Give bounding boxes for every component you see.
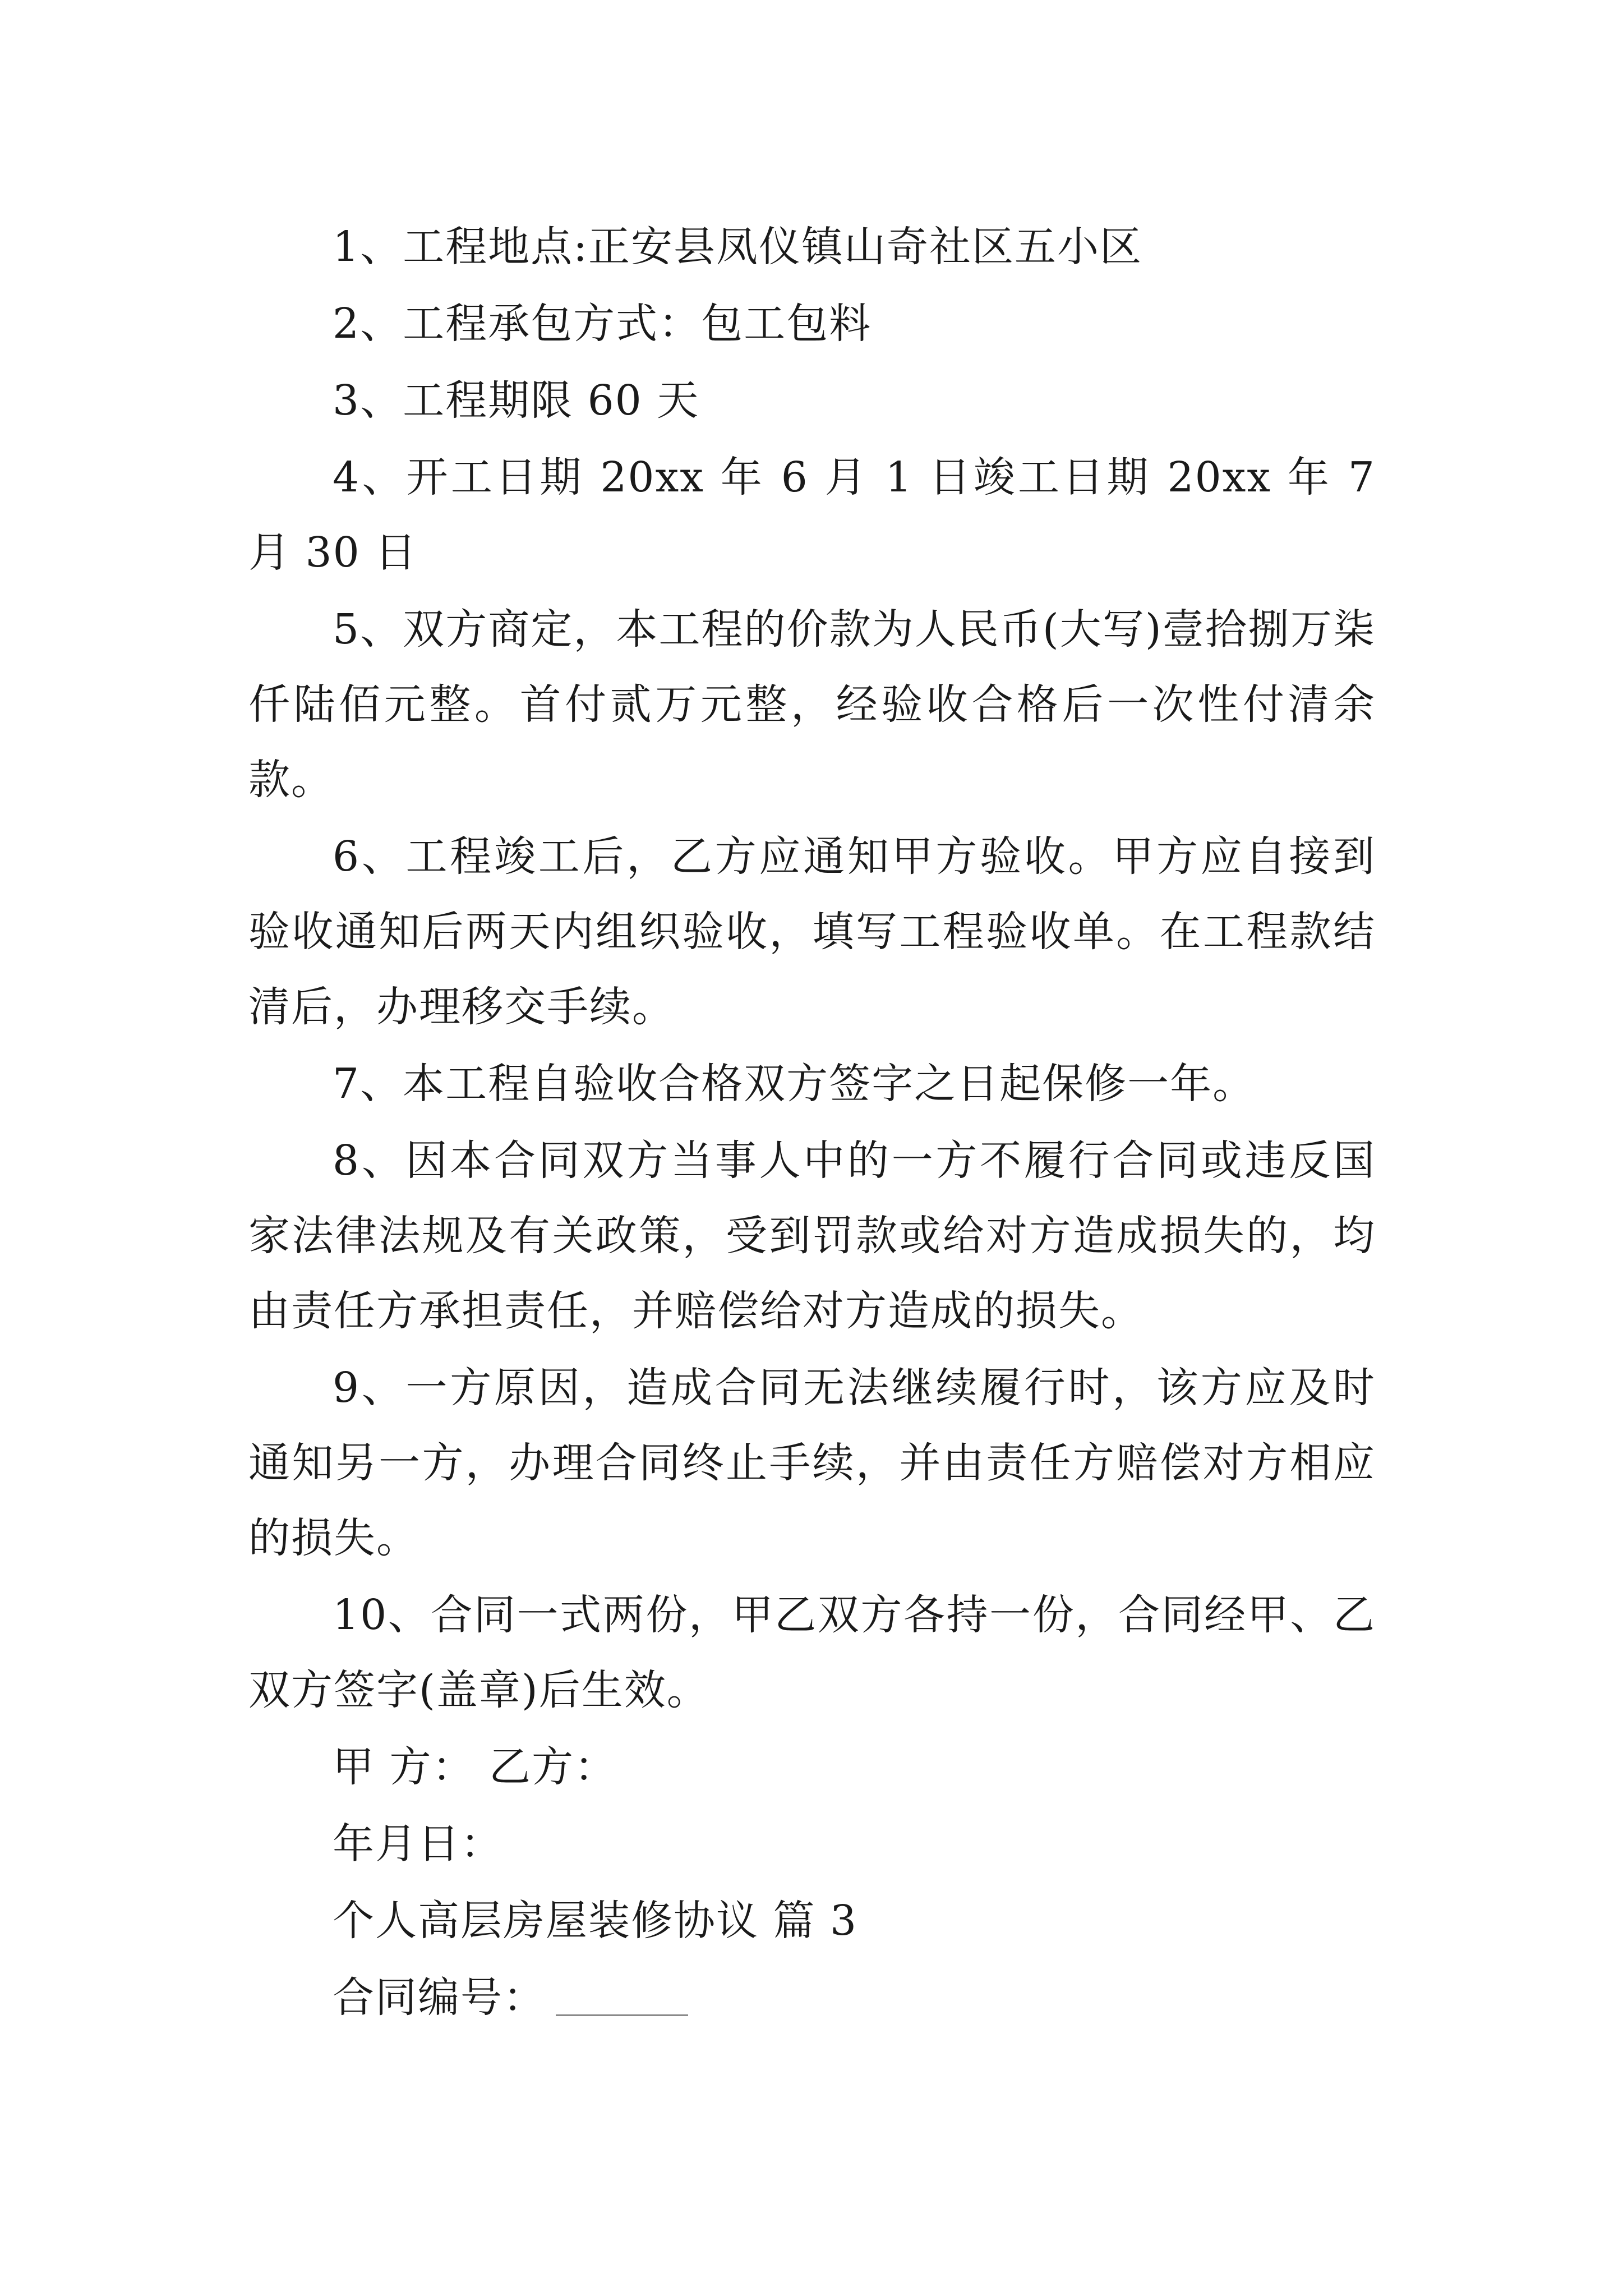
clause-9-termination: 9、一方原因，造成合同无法继续履行时，该方应及时通知另一方，办理合同终止手续，并由责任方赔偿对方相应的损失。 bbox=[248, 1364, 1376, 1562]
clause-8-liability: 8、因本合同双方当事人中的一方不履行合同或违反国家法律法规及有关政策，受到罚款或给对方造成损失的，均由责任方承担责任，并赔偿给对方造成的损失。 bbox=[248, 1137, 1376, 1335]
signature-parties: 甲 方： 乙方： bbox=[333, 1743, 617, 1791]
signature-date: 年月日： bbox=[333, 1820, 503, 1868]
contract-number-label: 合同编号： bbox=[333, 1973, 546, 2022]
clause-2-contract-method: 2、工程承包方式：包工包料 bbox=[333, 300, 872, 348]
clause-1-location: 1、工程地点:正安县凤仪镇山奇社区五小区 bbox=[333, 223, 1143, 271]
clause-5-price: 5、双方商定，本工程的价款为人民币(大写)壹拾捌万柒仟陆佰元整。首付贰万元整，经验收合格后一次性付清余款。 bbox=[248, 605, 1376, 804]
contract-number-blank bbox=[556, 1981, 688, 2016]
clause-6-acceptance: 6、工程竣工后，乙方应通知甲方验收。甲方应自接到验收通知后两天内组织验收，填写工程验收单。在工程款结清后，办理移交手续。 bbox=[248, 832, 1376, 1031]
clause-10-copies: 10、合同一式两份，甲乙双方各持一份，合同经甲、乙双方签字(盖章)后生效。 bbox=[248, 1591, 1376, 1714]
clause-7-warranty: 7、本工程自验收合格双方签字之日起保修一年。 bbox=[333, 1060, 1256, 1108]
document-body bbox=[248, 209, 1376, 2035]
clause-3-duration: 3、工程期限 60 天 bbox=[333, 376, 700, 425]
section-heading: 个人高层房屋装修协议 篇 3 bbox=[333, 1897, 858, 1945]
contract-number-line bbox=[248, 1960, 1376, 2035]
clause-4-dates: 4、开工日期 20xx 年 6 月 1 日竣工日期 20xx 年 7 月 30 日 bbox=[248, 453, 1376, 577]
